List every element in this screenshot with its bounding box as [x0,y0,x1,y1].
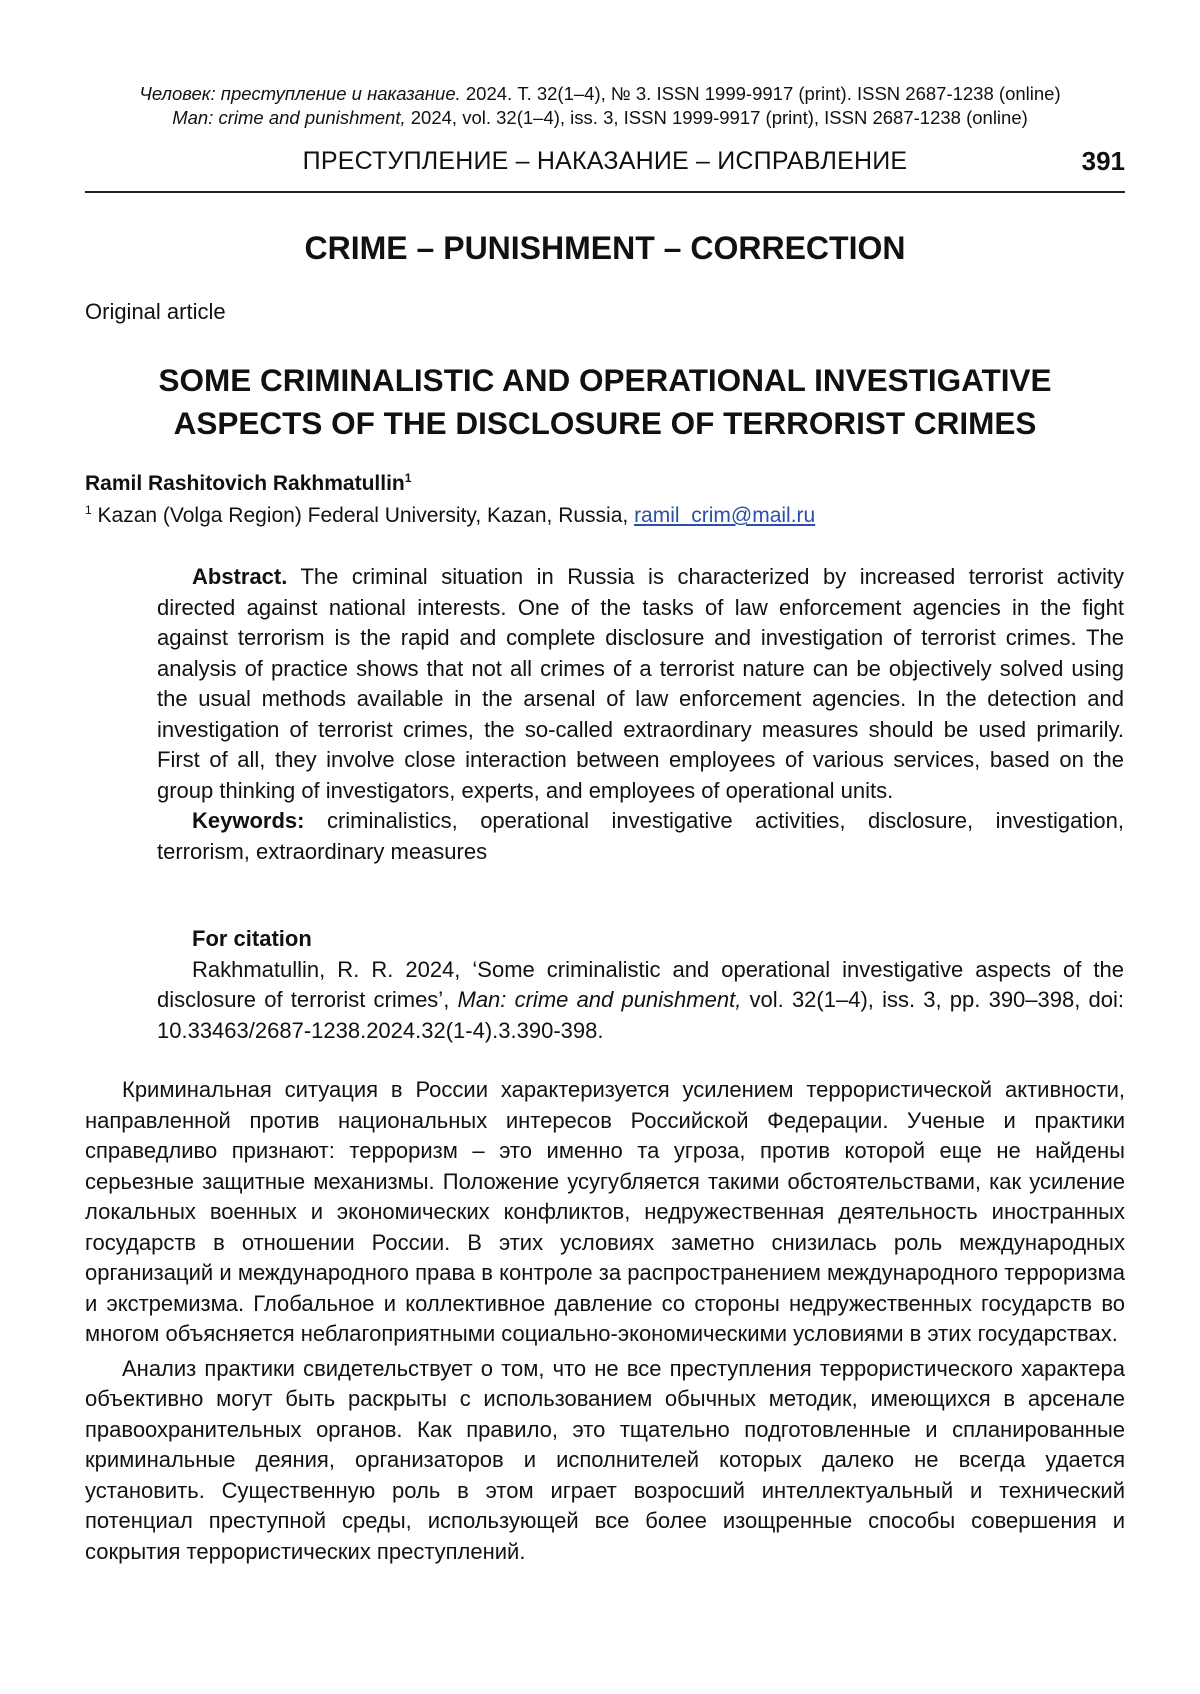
abstract [157,562,1124,806]
keywords-label: Keywords: [192,808,305,833]
citation-block [157,924,1124,1046]
journal-issue-en: 2024, vol. 32(1–4), iss. 3, ISSN 1999-9917 (print), ISSN 2687-1238 (online) [405,107,1028,128]
journal-info-ru [80,83,1120,105]
body-paragraph: Анализ практики свидетельствует о том, что не все преступления террористического характера объективно могут быть раскрыты с использованием обычных методик, имеющихся в арсенале правоохранительных органов. Как правило, это тщательно подготовленные и спланированные криминальные деяния, организаторов и исполнителей которых далеко не всегда удается установить. Существенную роль в этом играет возросший интеллектуальный и технический потенциал преступной среды, использующей все более изощренные способы совершения и сокрытия террористических преступлений. [85,1355,1125,1564]
citation-text-before: Rakhmatullin, R. R. 2024, ‘Some criminalistic and operational investigative aspects of the disclosure of terrorist crimes’, [157,956,1124,1012]
author-affiliation-marker: 1 [404,471,412,485]
article-title-line: ASPECTS OF THE DISCLOSURE OF TERRORIST CRIMES [173,405,1037,441]
affiliation-text: Kazan (Volga Region) Federal University, Kazan, Russia, [91,504,635,527]
abstract-text: The criminal situation in Russia is characterized by increased terrorist activity directed against national interests. One of the tasks of law enforcement agencies in the fight against terrorism is the rapid and complete disclosure and investigation of terrorist crimes. The analysis of practice shows that not all crimes of a terrorist nature can be objectively solved using the usual methods available in the arsenal of law enforcement agencies. In the detection and investigation of terrorist crimes, the so-called extraordinary measures should be used primarily. First of all, they involve close interaction between employees of various services, based on the group thinking of investigators, experts, and employees of operational units. [157,564,1124,803]
keywords-text: criminalistics, operational investigative activities, disclosure, investigation, terrorism, extraordinary measures [157,808,1124,864]
citation-heading: For citation [192,926,312,951]
author-name [85,470,411,498]
citation-journal: Man: crime and punishment, [457,987,742,1012]
journal-title-en: Man: crime and punishment, [172,107,406,128]
citation-text [157,955,1124,1047]
journal-issue-ru: 2024. Т. 32(1–4), № 3. ISSN 1999-9917 (print). ISSN 2687-1238 (online) [460,83,1061,104]
abstract-label: Abstract. [192,564,288,589]
header-divider [85,191,1125,193]
article-body [85,1075,1125,1571]
body-paragraph: Криминальная ситуация в России характеризуется усилением террористической активности, направленной против национальных интересов Российской Федерации. Ученые и практики справедливо признают: терроризм – это именно та угроза, против которой еще не найдены серьезные защитные механизмы. Положение усугубляется такими обстоятельствами, как усиление локальных военных и экономических конфликтов, недружественная деятельность иностранных государств в отношении России. В этих условиях заметно снизилась роль международных организаций и международного права в контроле за распространением международного терроризма и экстремизма. Глобальное и коллективное давление со стороны недружественных государств во многом объясняется неблагоприятными социально-экономическими условиями в этих государствах. [85,1077,1125,1346]
author-name-text: Ramil Rashitovich Rakhmatullin [85,472,405,495]
author-affiliation [85,502,815,530]
keywords [157,806,1124,867]
article-title [85,359,1125,445]
page-number: 391 [1081,146,1125,176]
affiliation-marker: 1 [85,503,92,517]
journal-info-en [80,107,1120,129]
article-title-line: SOME CRIMINALISTIC AND OPERATIONAL INVESTIGATIVE [158,362,1052,398]
section-title-ru: ПРЕСТУПЛЕНИЕ – НАКАЗАНИЕ – ИСПРАВЛЕНИЕ [302,147,908,175]
running-section-header [85,143,1125,179]
citation-text-after: vol. 32(1–4), iss. 3, pp. 390–398, doi: 10.33463/2687-1238.2024.32(1-4).3.390-398. [157,987,1125,1043]
journal-title-ru: Человек: преступление и наказание. [139,83,461,104]
article-type: Original article [85,299,226,324]
author-email-link[interactable]: ramil_crim@mail.ru [634,504,816,527]
abstract-block [157,562,1124,867]
section-title-en: CRIME – PUNISHMENT – CORRECTION [304,230,906,266]
